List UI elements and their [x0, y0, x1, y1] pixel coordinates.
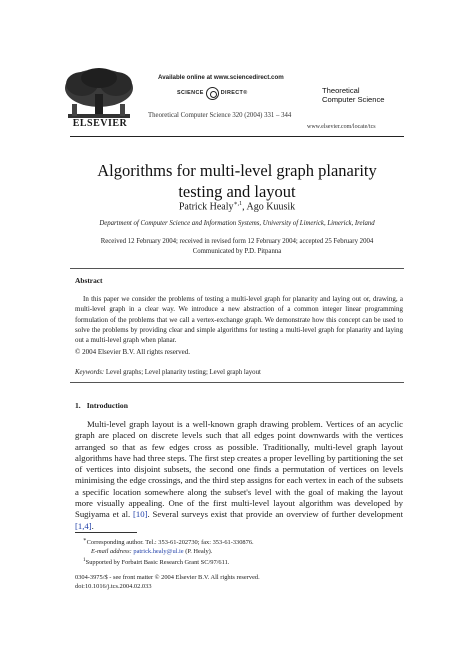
front-matter-info [75, 574, 260, 591]
elsevier-tree-logo [60, 66, 138, 126]
footnote-email [75, 548, 403, 557]
email-label: E-mail address: [91, 547, 132, 555]
received-line2: Communicated by P.D. Pitpanna [192, 247, 282, 255]
footnote-rule [75, 532, 137, 533]
sd-circle-icon [206, 87, 219, 100]
journal-url: www.elsevier.com/locate/tcs [307, 124, 376, 130]
introduction-body [75, 419, 403, 532]
abstract-bottom-rule [70, 382, 404, 383]
corr-text: Corresponding author. Tel.: 353-61-202730; fax: 353-61-330876. [86, 539, 254, 547]
section-heading [75, 401, 128, 410]
author1-marks: ∗,1 [233, 201, 243, 207]
affiliation: Department of Computer Science and Information Systems, University of Limerick, Limerick, Ireland [99, 220, 375, 227]
tcs-logo [322, 86, 384, 104]
keywords [75, 369, 261, 376]
front-matter-line: 0304-3975/$ - see front matter © 2004 Elsevier B.V. All rights reserved. [75, 574, 260, 581]
author2-name: Ago Kuusik [246, 201, 296, 213]
intro-paragraph [75, 419, 403, 532]
email-suffix: (P. Healy). [185, 547, 213, 555]
publisher-name: ELSEVIER [72, 118, 128, 129]
corr-mark: ∗ [83, 537, 87, 543]
section-number: 1. [75, 401, 81, 410]
footnotes [75, 536, 403, 568]
footnote-1 [75, 556, 403, 568]
tcs-line1: Theoretical [322, 86, 360, 95]
sd-left-text: SCIENCE [177, 90, 204, 96]
abstract-top-rule [70, 268, 404, 269]
intro-text-end: . [91, 520, 94, 531]
tcs-line2: Computer Science [322, 95, 385, 104]
abstract-body [75, 294, 403, 345]
fn1-text: Supported by Forbairt Basic Research Grant SC/97/611. [85, 559, 230, 567]
abstract-heading: Abstract [75, 276, 103, 285]
received-line1: Received 12 February 2004; received in revised form 12 February 2004; accepted 25 February 2004 [100, 238, 374, 245]
authors [60, 200, 414, 212]
paper-title [60, 160, 414, 202]
author-separator: , [242, 201, 247, 213]
header-rule [70, 136, 404, 137]
section-title: Introduction [86, 401, 128, 410]
available-online-text: Available online at www.sciencedirect.com [158, 74, 284, 81]
keywords-list: Level graphs; Level planarity testing; Level graph layout [105, 369, 261, 376]
author1-name: Patrick Healy [178, 201, 234, 213]
sciencedirect-logo [177, 86, 248, 100]
doi-line: doi:10.1016/j.tcs.2004.02.033 [75, 582, 152, 590]
intro-text-mid: . Several surveys exist that provide an overview of further development [147, 509, 403, 520]
keywords-label: Keywords: [75, 369, 105, 376]
received-dates [60, 237, 414, 256]
title-line1: Algorithms for multi-level graph planarity [97, 161, 377, 180]
footnote-corresponding [75, 536, 403, 548]
citation-link-10[interactable]: [10] [133, 509, 148, 520]
abstract-copyright: © 2004 Elsevier B.V. All rights reserved. [75, 348, 191, 356]
title-line2: testing and layout [178, 182, 296, 201]
fn1-mark: 1 [83, 557, 86, 564]
journal-reference: Theoretical Computer Science 320 (2004) 331 – 344 [148, 112, 292, 119]
sd-right-text: DIRECT® [220, 90, 248, 96]
citation-link-1-4[interactable]: [1,4] [75, 520, 92, 531]
intro-text-main: Multi-level graph layout is a well-known graph drawing problem. Vertices of an acyclic graph are placed on discrete levels such that all edges point downwards with the vertices arranged so that as few edges cross as possible. Traditionally, multi-level graph layout algorithms have had three steps. The first step creates a proper levelling by partitioning the set of vertices into disjoint subsets, the second one finds a permutation of vertices on levels minimising the edge crossings, and the third step assigns for each vertex in each of the subsets a specific location somewhere along the subset's level with the goal of making the layout more visually appealing. One of the first multi-level layout algorithm was developed by Sugiyama et al. [75, 419, 403, 520]
abstract-text: In this paper we consider the problems of testing a multi-level graph for planarity and laying out or, drawing, a multi-level graph in a clear way. We introduce a new abstraction of a common integer linear programming formulation of the problems that we call a vertex-exchange graph. We demonstrate how this concept can be used to solve the problems by providing clear and simple algorithms for testing a multi-level graph for planarity and laying out a multi-level graph when planar. [75, 295, 403, 345]
email-link[interactable]: patrick.healy@ul.ie [133, 547, 184, 555]
